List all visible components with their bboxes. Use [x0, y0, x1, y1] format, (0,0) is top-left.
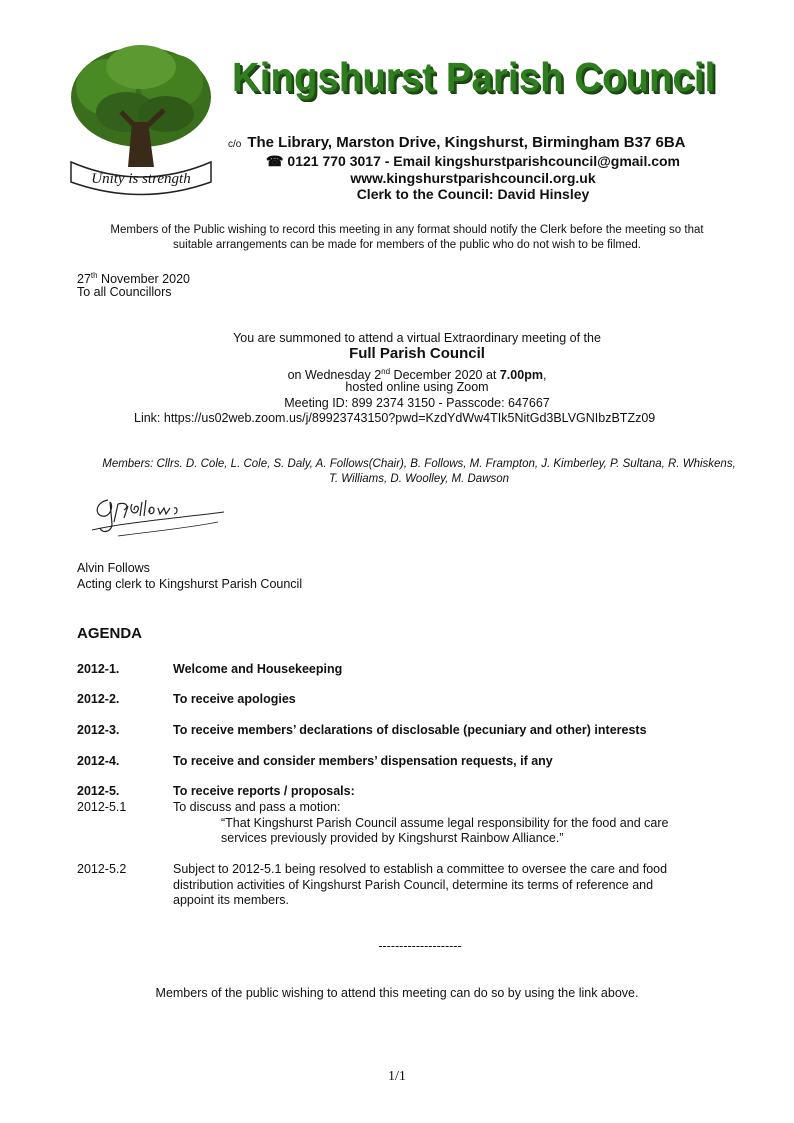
- motion-quote-line-1: “That Kingshurst Parish Council assume legal responsibility for the food and care: [221, 816, 669, 830]
- logo-motto: Unity is strength: [91, 171, 191, 187]
- agenda-item-title: To receive apologies: [173, 692, 296, 706]
- agenda-item-number: 2012-4.: [77, 754, 120, 768]
- signature-image: [88, 492, 238, 542]
- members-list: Members: Cllrs. D. Cole, L. Cole, S. Daly, A. Follows(Chair), B. Follows, M. Frampton, J. Kimberley, P. Sultana, R. Whiskens, T. Williams, D. Woolley, M. Dawson: [102, 458, 736, 485]
- recording-notice: [60, 223, 754, 253]
- recipient-line: To all Councillors: [77, 285, 172, 299]
- agenda-item-number: 2012-2.: [77, 692, 120, 706]
- agenda-item-title: Welcome and Housekeeping: [173, 662, 343, 676]
- zoom-link[interactable]: Link: https://us02web.zoom.us/j/89923743150?pwd=KzdYdWw4TIk5NitGd3BLVGNIbzBTZz09: [134, 411, 656, 425]
- summons-line: You are summoned to attend a virtual Extraordinary meeting of the: [233, 331, 601, 345]
- agenda-item-number: 2012-1.: [77, 662, 120, 676]
- separator-line: --------------------: [378, 939, 462, 953]
- sub-item-lead: To discuss and pass a motion:: [173, 800, 341, 814]
- co-label: c/o: [228, 139, 242, 150]
- sub-item-number: 2012-5.1: [77, 800, 127, 814]
- agenda-heading: AGENDA: [77, 625, 143, 642]
- address-line: [228, 134, 686, 151]
- agenda-item-title: To receive and consider members’ dispensation requests, if any: [173, 754, 553, 768]
- meeting-when: on Wednesday 2nd December 2020 at 7.00pm,: [287, 367, 547, 383]
- letter-date: 27th November 2020: [77, 271, 190, 287]
- council-title: Kingshurst Parish Council: [232, 54, 716, 100]
- agenda-item-number: 2012-5.: [77, 784, 120, 798]
- tree-icon: [71, 45, 211, 167]
- address-text: The Library, Marston Drive, Kingshurst, Birmingham B37 6BA: [247, 134, 686, 151]
- phone-email: 0121 770 3017 - Email kingshurstparishcouncil@gmail.com: [287, 153, 681, 169]
- telephone-icon: ☎: [265, 153, 284, 169]
- agenda-item-title: To receive members’ declarations of disclosable (pecuniary and other) interests: [173, 723, 647, 737]
- page-number: 1/1: [388, 1069, 406, 1084]
- signer-name: Alvin Follows: [77, 561, 150, 575]
- attendance-note: Members of the public wishing to attend this meeting can do so by using the link above.: [155, 986, 639, 1000]
- agenda-item-number: 2012-3.: [77, 723, 120, 737]
- sub-item-text-1: Subject to 2012-5.1 being resolved to establish a committee to oversee the care and food: [173, 862, 668, 876]
- notice-line-2: suitable arrangements can be made for members of the public who do not wish to be filmed.: [173, 239, 641, 251]
- agenda-item-title: To receive reports / proposals:: [173, 784, 355, 798]
- notice-line-1: Members of the Public wishing to record this meeting in any format should notify the Clerk before the meeting so that: [110, 224, 704, 236]
- website-link[interactable]: www.kingshurstparishcouncil.org.uk: [350, 170, 596, 186]
- motion-quote-line-2: services previously provided by Kingshurst Rainbow Alliance.”: [221, 831, 564, 845]
- meeting-id: Meeting ID: 899 2374 3150 - Passcode: 647667: [284, 396, 550, 410]
- council-logo: [66, 42, 216, 197]
- sub-item-text-2: distribution activities of Kingshurst Parish Council, determine its terms of reference and: [173, 878, 654, 892]
- signer-role: Acting clerk to Kingshurst Parish Council: [77, 577, 303, 591]
- sub-item-number: 2012-5.2: [77, 862, 127, 876]
- meeting-hosted: hosted online using Zoom: [345, 380, 489, 394]
- clerk-line: Clerk to the Council: David Hinsley: [356, 186, 590, 202]
- sub-item-text-3: appoint its members.: [173, 893, 290, 907]
- meeting-title: Full Parish Council: [349, 345, 485, 362]
- contact-line: [228, 153, 718, 170]
